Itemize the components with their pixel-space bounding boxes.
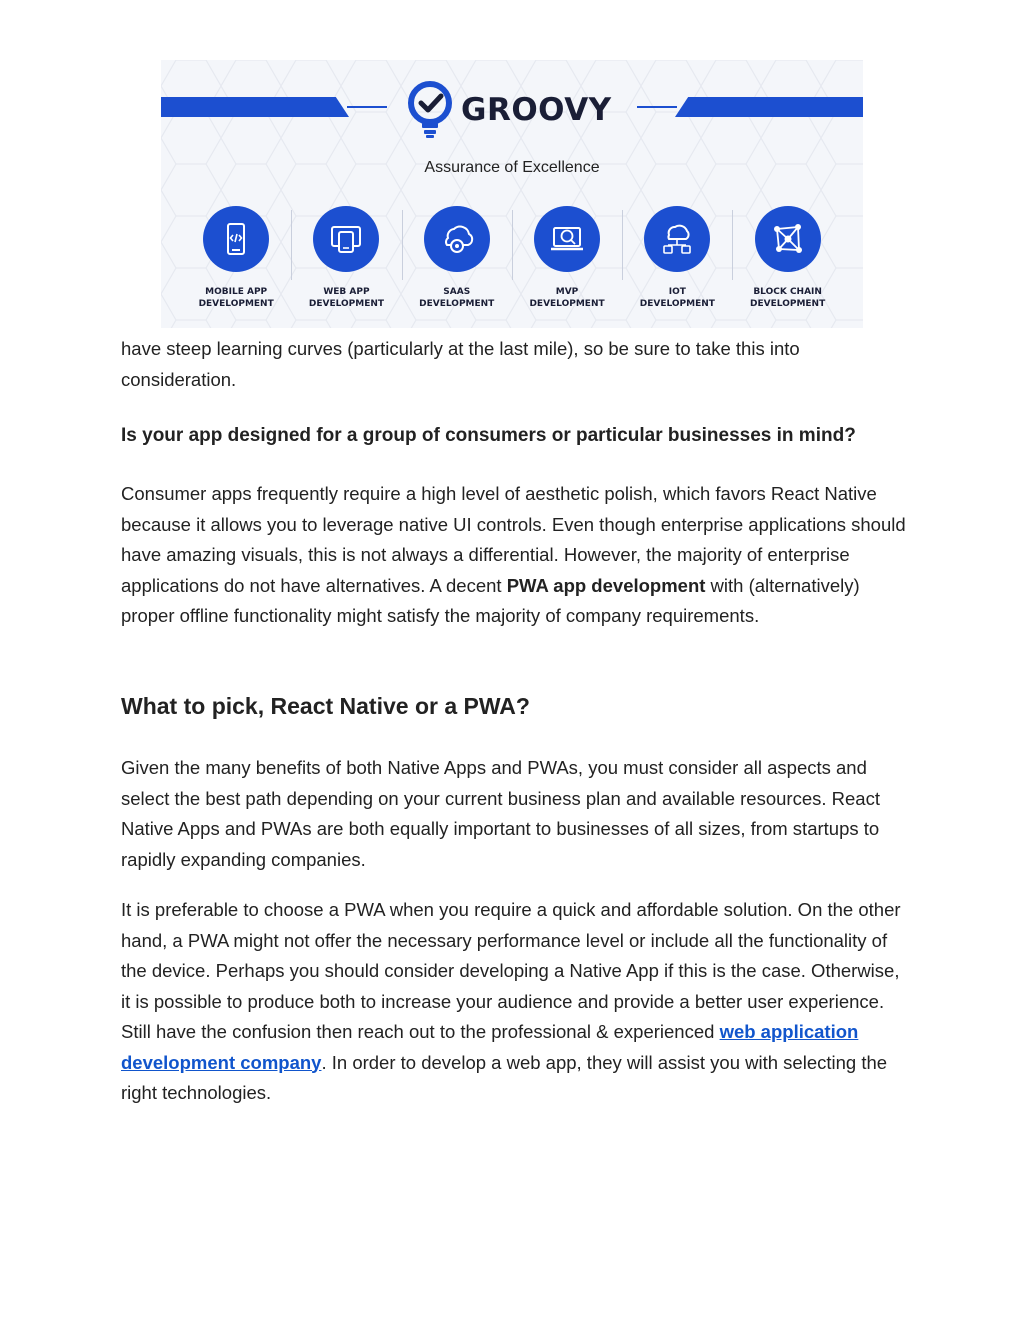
service-mobile-app — [181, 206, 291, 316]
right-accent-line — [637, 106, 677, 108]
web-devices-icon — [313, 206, 379, 272]
bold-phrase: PWA app development — [506, 574, 706, 596]
service-label: MVP DEVELOPMENT — [529, 287, 605, 309]
service-saas — [402, 206, 512, 316]
paragraph-text: with (alternatively) proper offline functionality might satisfy the majority of company requirements. — [121, 574, 860, 626]
service-web-app — [291, 206, 401, 316]
groovy-banner-image — [161, 60, 863, 328]
web-app-company-link[interactable]: web application development company — [121, 1021, 859, 1073]
service-label: IOT DEVELOPMENT — [639, 287, 715, 309]
question-heading: Is your app designed for a group of consumers or particular businesses in mind? — [121, 425, 856, 446]
paragraph-text: Consumer apps frequently require a high level of aesthetic polish, which favors React Native because it allows you to leverage native UI controls. Even though enterprise applications should have amazing visuals, this is not always a differential. However, the majority of enterprise applications do not have alternatives. A decent — [121, 483, 906, 596]
service-mvp — [512, 206, 622, 316]
benefits-paragraph: Given the many benefits of both Native Apps and PWAs, you must consider all aspects and select the best path depending on your current business plan and available resources. React Native Apps and PWAs are both equally important to businesses of all sizes, from startups to rapidly expanding companies. — [121, 757, 880, 870]
recommendation-paragraph — [121, 895, 911, 1109]
blockchain-network-icon — [755, 206, 821, 272]
right-accent-bar — [675, 97, 863, 117]
paragraph-text: It is preferable to choose a PWA when you require a quick and affordable solution. On the other hand, a PWA might not offer the necessary performance level or include all the functionality of the device. Perhaps you should consider developing a Native App if this is the case. Otherwise, it is possible to produce both to increase your audience and provide a better user experience. Still have the confusion then reach out to the professional & experienced — [121, 899, 901, 1042]
brand-name: GROOVY — [461, 92, 612, 128]
left-accent-bar — [161, 97, 349, 117]
lightbulb-check-icon — [407, 81, 453, 139]
paragraph-text: . In order to develop a web app, they will assist you with selecting the right technologies. — [121, 1051, 888, 1103]
service-label: MOBILE APP DEVELOPMENT — [198, 287, 274, 309]
mvp-laptop-icon — [534, 206, 600, 272]
iot-cloud-icon — [644, 206, 710, 272]
cloud-gear-icon — [424, 206, 490, 272]
service-label: BLOCK CHAIN DEVELOPMENT — [750, 287, 826, 309]
service-list — [181, 206, 843, 316]
service-label: WEB APP DEVELOPMENT — [308, 287, 385, 309]
left-accent-line — [347, 106, 387, 108]
service-blockchain — [732, 206, 842, 316]
consumer-apps-paragraph — [121, 479, 911, 632]
groovy-logo — [407, 80, 612, 140]
service-iot — [622, 206, 732, 316]
intro-paragraph: have steep learning curves (particularly at the last mile), so be sure to take this into consideration. — [121, 338, 800, 390]
mobile-code-icon — [203, 206, 269, 272]
service-label: SAAS DEVELOPMENT — [419, 287, 495, 309]
section-heading: What to pick, React Native or a PWA? — [121, 693, 530, 719]
banner-tagline: Assurance of Excellence — [424, 159, 600, 176]
